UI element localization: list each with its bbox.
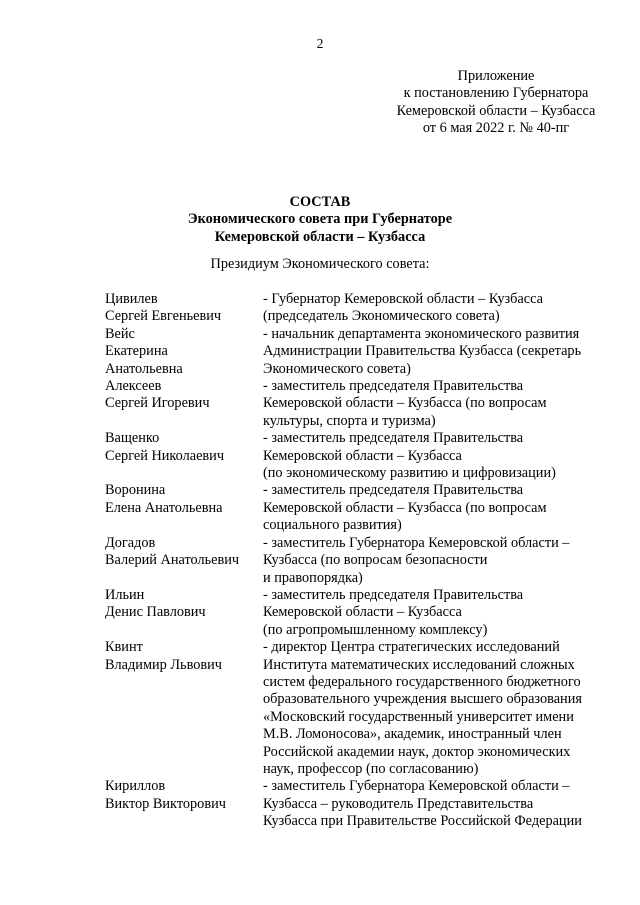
member-position-line: - начальник департамента экономического развития — [263, 325, 580, 342]
member-position-line: наук, профессор (по согласованию) — [263, 760, 479, 777]
annex-block — [376, 68, 616, 138]
member-position-line: - заместитель Губернатора Кемеровской области – — [263, 534, 570, 551]
member-entry — [105, 291, 615, 326]
member-position-line: Кемеровской области – Кузбасса (по вопросам — [263, 395, 547, 412]
member-position-line: (председатель Экономического совета) — [263, 308, 500, 325]
member-name-line: Цивилев — [105, 291, 158, 307]
annex-line: от 6 мая 2022 г. № 40-пг — [422, 120, 570, 137]
member-position-line: - Губернатор Кемеровской области – Кузбасса — [263, 291, 543, 307]
member-position — [263, 482, 608, 534]
document-title — [0, 194, 640, 246]
member-position-line: Российской академии наук, доктор экономических — [263, 743, 571, 760]
member-name-line: Владимир Львович — [105, 656, 222, 673]
member-position-line: (по экономическому развитию и цифровизации) — [263, 465, 556, 482]
member-position — [263, 291, 608, 326]
member-position — [263, 378, 608, 430]
member-entry — [105, 482, 615, 534]
member-position-line: - заместитель председателя Правительства — [263, 378, 524, 395]
member-name-line: Кириллов — [105, 778, 166, 795]
member-entry — [105, 778, 615, 830]
member-position-line: Кемеровской области – Кузбасса — [263, 604, 462, 621]
member-position-line: - заместитель председателя Правительства — [263, 430, 524, 447]
member-name-line: Вейс — [105, 325, 135, 342]
member-name — [105, 291, 263, 326]
member-name-line: Ващенко — [105, 430, 160, 447]
members-list — [105, 291, 615, 831]
presidium-heading: Президиум Экономического совета: — [210, 256, 430, 272]
member-entry — [105, 326, 615, 378]
member-entry — [105, 639, 615, 778]
member-name-line: Екатерина — [105, 343, 168, 360]
member-position — [263, 639, 608, 778]
member-position-line: Экономического совета) — [263, 360, 411, 377]
member-name — [105, 587, 263, 639]
member-position-line: образовательного учреждения высшего образования — [263, 691, 582, 708]
annex-line: Приложение — [457, 68, 535, 84]
annex-line: Кемеровской области – Кузбасса — [396, 102, 596, 119]
member-position-line: Кемеровской области – Кузбасса — [263, 447, 462, 464]
member-entry — [105, 535, 615, 587]
member-name-line: Квинт — [105, 639, 143, 656]
title-line: Экономического совета при Губернаторе — [187, 211, 453, 228]
member-position — [263, 587, 608, 639]
member-entry — [105, 378, 615, 430]
member-name — [105, 430, 263, 482]
member-entry — [105, 587, 615, 639]
member-position-line: Кузбасса (по вопросам безопасности — [263, 552, 488, 569]
member-name-line: Денис Павлович — [105, 604, 206, 621]
member-position — [263, 535, 608, 587]
member-position-line: Института математических исследований сложных — [263, 656, 575, 673]
member-position — [263, 778, 608, 830]
member-position-line: (по агропромышленному комплексу) — [263, 621, 488, 638]
member-name-line: Виктор Викторович — [105, 795, 226, 812]
member-position-line: - заместитель Губернатора Кемеровской области – — [263, 778, 570, 795]
member-position-line: «Московский государственный университет имени — [263, 708, 574, 725]
member-name-line: Ильин — [105, 586, 145, 603]
member-name — [105, 535, 263, 587]
member-name — [105, 326, 263, 378]
member-name-line: Анатольевна — [105, 360, 183, 377]
member-position-line: Администрации Правительства Кузбасса (секретарь — [263, 343, 582, 360]
member-name-line: Сергей Евгеньевич — [105, 308, 222, 325]
member-position — [263, 430, 608, 482]
member-position-line: социального развития) — [263, 517, 402, 534]
member-position-line: культуры, спорта и туризма) — [263, 412, 436, 429]
member-position-line: - заместитель председателя Правительства — [263, 586, 524, 603]
member-position — [263, 326, 608, 378]
member-name — [105, 778, 263, 830]
member-name-line: Сергей Николаевич — [105, 447, 225, 464]
member-position-line: систем федерального государственного бюджетного — [263, 673, 581, 690]
member-name-line: Елена Анатольевна — [105, 499, 223, 516]
title-line: СОСТАВ — [289, 194, 351, 210]
member-position-line: - заместитель председателя Правительства — [263, 482, 524, 499]
member-position-line: и правопорядка) — [263, 569, 363, 586]
page-number: 2 — [316, 36, 324, 51]
title-line: Кемеровской области – Кузбасса — [214, 228, 426, 245]
member-position-line: Кузбасса – руководитель Представительства — [263, 795, 534, 812]
annex-line: к постановлению Губернатора — [403, 85, 589, 102]
member-position-line: М.В. Ломоносова», академик, иностранный член — [263, 726, 562, 743]
member-name — [105, 639, 263, 778]
member-name-line: Алексеев — [105, 378, 162, 395]
member-name — [105, 482, 263, 534]
member-position-line: Кемеровской области – Кузбасса (по вопросам — [263, 499, 547, 516]
member-position-line: Кузбасса при Правительстве Российской Федерации — [263, 813, 582, 830]
member-name-line: Догадов — [105, 534, 156, 551]
member-name-line: Валерий Анатольевич — [105, 552, 240, 569]
member-position-line: - директор Центра стратегических исследований — [263, 639, 560, 656]
member-name — [105, 378, 263, 430]
member-entry — [105, 430, 615, 482]
member-name-line: Сергей Игоревич — [105, 395, 210, 412]
member-name-line: Воронина — [105, 482, 166, 499]
